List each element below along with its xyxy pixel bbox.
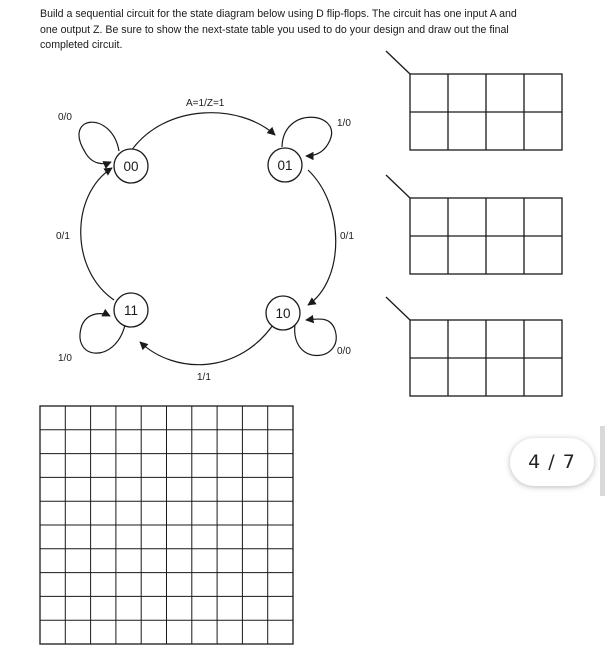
state-00 — [114, 149, 148, 183]
state-diagram — [79, 113, 336, 365]
kmap-1 — [386, 51, 562, 150]
problem-line-1: Build a sequential circuit for the state diagram below using D flip-flops. The circuit has one input A and — [40, 8, 517, 20]
transition-00-to-01 — [131, 113, 275, 151]
transition-11-to-00 — [81, 168, 114, 300]
problem-line-2: one output Z. Be sure to show the next-state table you used to do your design and draw out the final — [40, 23, 509, 36]
label-11-to-00: 0/1 — [56, 231, 70, 242]
next-state-table-grid — [40, 406, 293, 644]
problem-line-3: completed circuit. — [40, 39, 123, 51]
page-indicator[interactable]: 4 / 7 — [510, 438, 594, 486]
label-self-00: 0/0 — [58, 112, 72, 123]
self-loop-10 — [295, 319, 337, 355]
label-self-11: 1/0 — [58, 353, 72, 364]
scroll-edge — [600, 426, 605, 496]
state-11 — [114, 293, 148, 327]
transition-10-to-11 — [140, 322, 275, 365]
state-01 — [268, 148, 302, 182]
label-self-01: 1/0 — [337, 118, 351, 129]
kmap-2 — [386, 175, 562, 274]
self-loop-00 — [79, 122, 119, 163]
label-01-to-10: 0/1 — [340, 231, 354, 242]
kmap-3 — [386, 297, 562, 396]
state-00-label: 00 — [123, 159, 139, 174]
label-10-to-11: 1/1 — [197, 372, 211, 383]
state-01-label: 01 — [277, 158, 293, 173]
transition-01-to-10 — [308, 170, 336, 305]
state-10 — [266, 296, 300, 330]
state-11-label: 11 — [123, 303, 139, 318]
label-self-10: 0/0 — [337, 346, 351, 357]
label-00-to-01: A=1/Z=1 — [186, 98, 225, 109]
state-10-label: 10 — [275, 306, 291, 321]
